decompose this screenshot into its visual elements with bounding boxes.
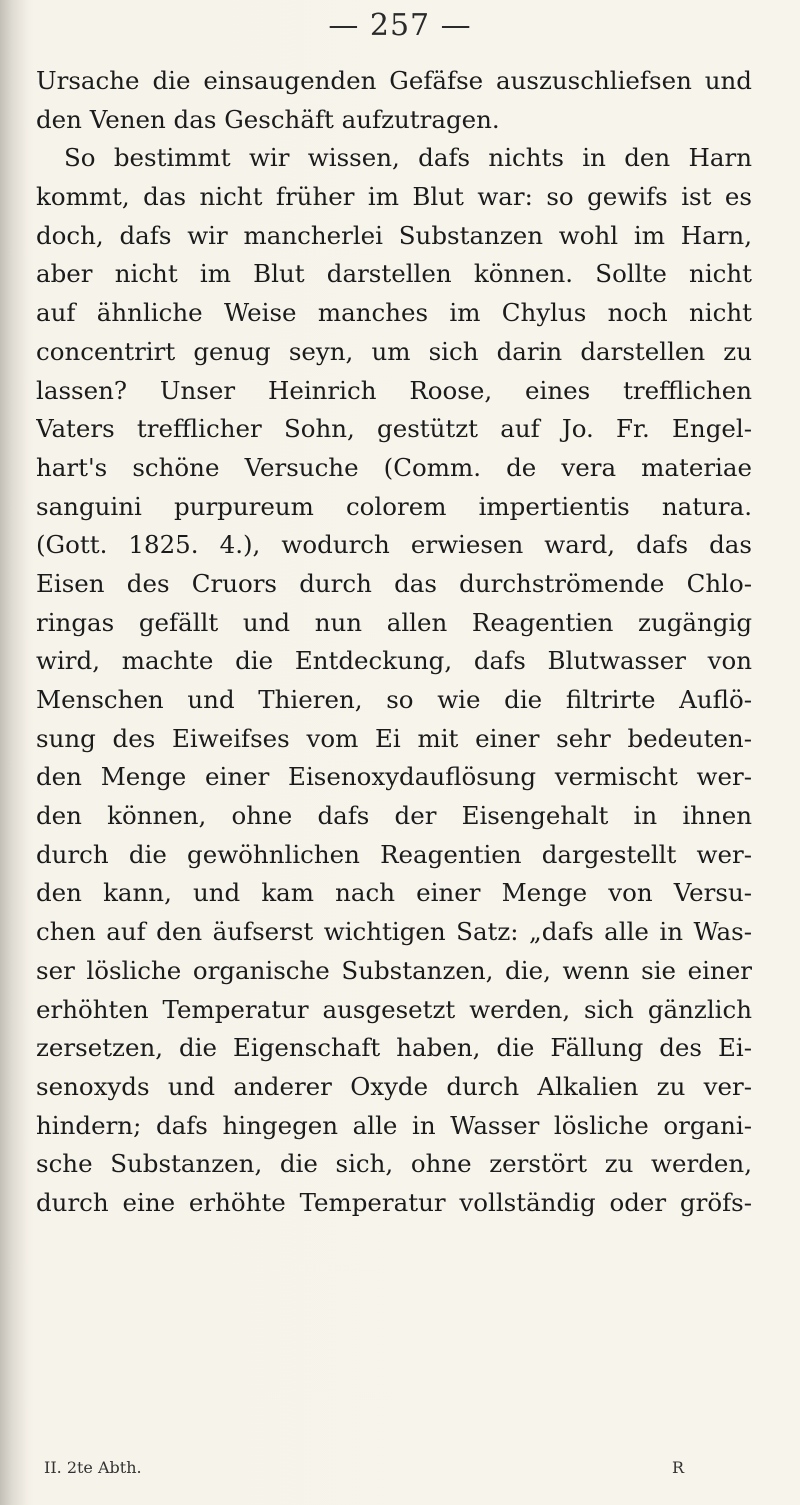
page-footer	[44, 1458, 684, 1488]
text-line: So bestimmt wir wissen, dafs nichts in den Harn	[64, 143, 752, 173]
text-line: sung des Eiweifses vom Ei mit einer sehr bedeuten-	[36, 723, 752, 753]
text-line: sanguini purpureum colorem impertientis natura.	[36, 491, 752, 521]
text-line: chen auf den äufserst wichtigen Satz: „dafs alle in Was-	[36, 917, 752, 947]
text-line: ringas gefällt und nun allen Reagentien zugängig	[36, 607, 752, 637]
page-number: — 257 —	[328, 8, 472, 43]
text-line: Menschen und Thieren, so wie die filtrirte Auflö-	[36, 685, 752, 714]
text-line: hart's schöne Versuche (Comm. de vera materiae	[36, 452, 752, 482]
text-line: concentrirt genug seyn, um sich darin darstellen zu	[36, 336, 752, 366]
text-line: den kann, und kam nach einer Menge von Versu-	[36, 878, 752, 908]
text-line: Eisen des Cruors durch das durchströmende Chlo-	[36, 568, 752, 598]
text-line: doch, dafs wir mancherlei Substanzen wohl im Harn,	[36, 220, 752, 250]
text-line: kommt, das nicht früher im Blut war: so gewifs ist es	[36, 182, 752, 212]
text-line: den Venen das Geschäft aufzutragen.	[36, 104, 500, 134]
text-line: wird, machte die Entdeckung, dafs Blutwasser von	[36, 646, 752, 676]
text-line: hindern; dafs hingegen alle in Wasser lösliche organi-	[36, 1110, 752, 1140]
body-text	[36, 62, 752, 1223]
text-line: sche Substanzen, die sich, ohne zerstört zu werden,	[36, 1149, 752, 1179]
text-line: senoxyds und anderer Oxyde durch Alkalien zu ver-	[36, 1071, 752, 1101]
text-line: aber nicht im Blut darstellen können. Sollte nicht	[36, 259, 752, 289]
text-line: Ursache die einsaugenden Gefäfse auszuschliefsen und	[36, 66, 752, 95]
printer-signature: II. 2te Abth.	[44, 1458, 142, 1477]
gutter-shadow	[0, 0, 28, 1505]
text-line: zersetzen, die Eigenschaft haben, die Fällung des Ei-	[36, 1033, 752, 1063]
text-line: den können, ohne dafs der Eisengehalt in ihnen	[36, 801, 752, 831]
text-line: Vaters trefflicher Sohn, gestützt auf Jo. Fr. Engel-	[36, 414, 752, 444]
text-line: (Gott. 1825. 4.), wodurch erwiesen ward, dafs das	[36, 530, 752, 560]
text-line: erhöhten Temperatur ausgesetzt werden, sich gänzlich	[36, 994, 752, 1024]
text-line: lassen? Unser Heinrich Roose, eines trefflichen	[36, 375, 752, 405]
text-line: durch die gewöhnlichen Reagentien dargestellt wer-	[36, 839, 752, 869]
signature-mark: R	[671, 1458, 684, 1477]
text-line: auf ähnliche Weise manches im Chylus noch nicht	[36, 298, 752, 328]
text-line: durch eine erhöhte Temperatur vollständig oder gröfs-	[36, 1187, 752, 1217]
text-line: den Menge einer Eisenoxydauflösung vermischt wer-	[36, 762, 752, 792]
text-line: ser lösliche organische Substanzen, die, wenn sie einer	[36, 955, 752, 985]
